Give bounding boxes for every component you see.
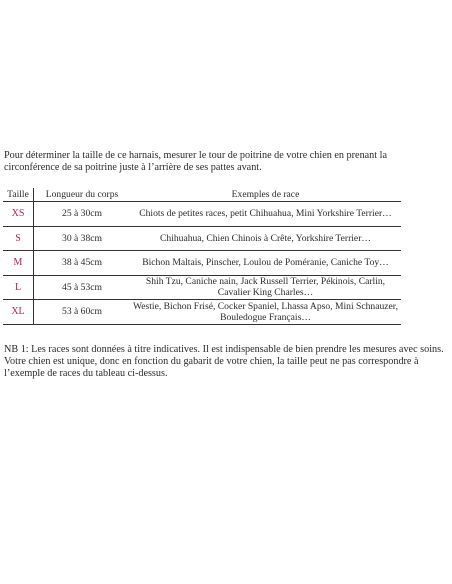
size-cell: XL: [3, 300, 34, 325]
size-cell: XS: [3, 202, 34, 227]
examples-cell: Shih Tzu, Caniche nain, Jack Russell Terrier, Pékinois, Carlin, Cavalier King Charles…: [130, 275, 401, 300]
length-cell: 25 à 30cm: [34, 202, 131, 227]
table-row: [3, 275, 401, 300]
length-cell: 30 à 38cm: [34, 226, 131, 251]
examples-cell: Chiots de petites races, petit Chihuahua, Mini Yorkshire Terrier…: [130, 202, 401, 227]
header-length: Longueur du corps: [34, 188, 131, 202]
table-row: [3, 226, 401, 251]
length-cell: 53 à 60cm: [34, 300, 131, 325]
header-examples: Exemples de race: [130, 188, 401, 202]
examples-cell: Bichon Maltais, Pinscher, Loulou de Poméranie, Caniche Toy…: [130, 251, 401, 276]
table-row: [3, 300, 401, 325]
intro-paragraph: Pour déterminer la taille de ce harnais, mesurer le tour de poitrine de votre chien en prenant la circonférence de sa poitrine juste à l’arrière de ses pattes avant.: [4, 150, 388, 173]
length-cell: 38 à 45cm: [34, 251, 131, 276]
examples-cell: Chihuahua, Chien Chinois à Crête, Yorkshire Terrier…: [130, 226, 401, 251]
size-cell: S: [3, 226, 34, 251]
size-cell: L: [3, 275, 34, 300]
examples-cell: Westie, Bichon Frisé, Cocker Spaniel, Lhassa Apso, Mini Schnauzer, Bouledogue Français…: [130, 300, 401, 325]
table-header-row: [3, 188, 401, 202]
length-cell: 45 à 53cm: [34, 275, 131, 300]
header-size: Taille: [3, 188, 34, 202]
table-row: [3, 202, 401, 227]
table-row: [3, 251, 401, 276]
size-table: [3, 188, 401, 325]
size-cell: M: [3, 251, 34, 276]
note-paragraph: NB 1: Les races sont données à titre indicatives. Il est indispensable de bien prendre les mesures avec soins. Votre chien est unique, donc en fonction du gabarit de votre chien, la taille peut ne pas correspondre à l’exemple de races du tableau ci-dessus.: [4, 344, 444, 379]
